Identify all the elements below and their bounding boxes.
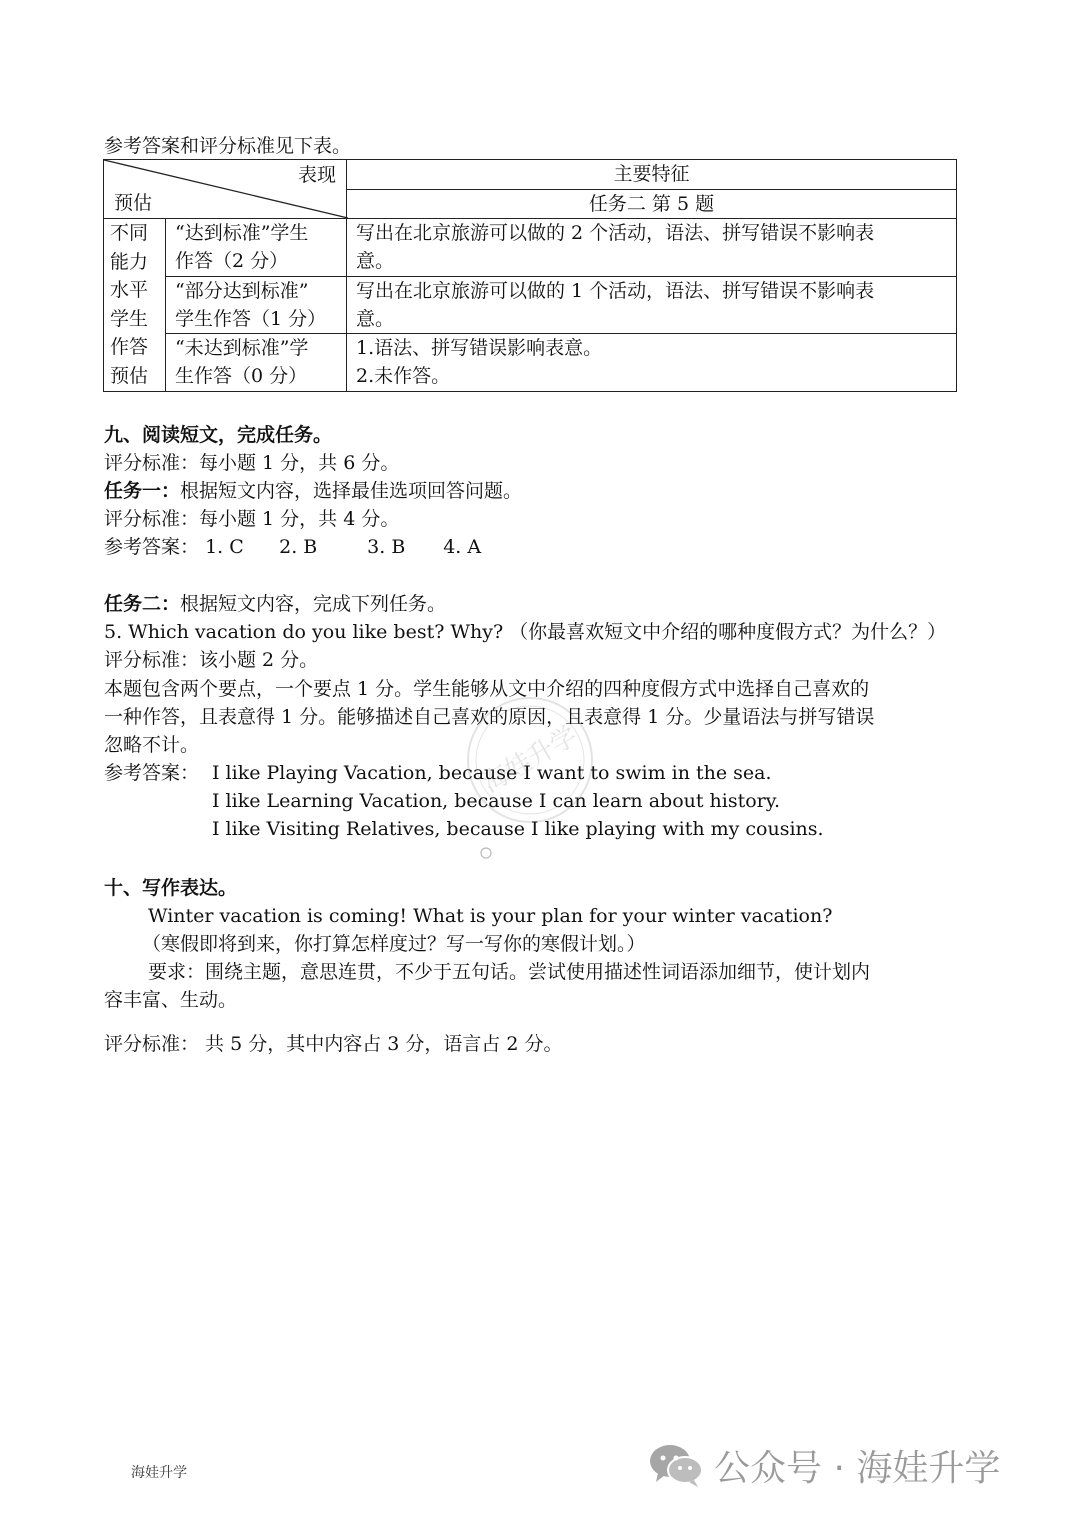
header-task-label: 任务二 第 5 题: [347, 189, 957, 219]
section10-score: 评分标准： 共 5 分，其中内容占 3 分，语言占 2 分。: [104, 1033, 563, 1055]
answer-item: 4. A: [443, 536, 482, 558]
q5-desc-line: 忽略不计。: [104, 734, 200, 756]
q5-desc-line: 一种作答，且表意得 1 分。能够描述自己喜欢的原因，且表意得 1 分。少量语法与拼写错误: [104, 706, 875, 728]
question-5: 5. Which vacation do you like best? Why? （你最喜欢短文中介绍的哪种度假方式？为什么？）: [104, 621, 947, 643]
task2-heading: [104, 590, 446, 618]
row-group-label: [104, 219, 166, 392]
desc-line: 写出在北京旅游可以做的 1 个活动，语法、拼写错误不影响表: [356, 279, 875, 302]
task2-text: 根据短文内容，完成下列任务。: [180, 593, 447, 615]
q5-score: 评分标准：该小题 2 分。: [104, 649, 319, 671]
desc-line: 意。: [356, 307, 395, 330]
footer-source: 海娃升学: [131, 1465, 187, 1481]
row-group-line: 学生: [110, 307, 149, 330]
ref-answer: I like Learning Vacation, because I can learn about history.: [212, 790, 781, 812]
intro-text: 参考答案和评分标准见下表。: [104, 135, 352, 157]
level-cell: [166, 334, 347, 392]
answer-item: 1. C: [205, 536, 244, 558]
desc-cell: [347, 219, 957, 277]
footer-account-text: 公众号 · 海娃升学: [714, 1447, 1001, 1489]
answer-item: 2. B: [279, 536, 318, 558]
desc-line: 写出在北京旅游可以做的 2 个活动，语法、拼写错误不影响表: [356, 222, 875, 244]
ref-label: 参考答案：: [104, 762, 200, 784]
table-corner-cell: [104, 160, 347, 219]
wechat-icon: [648, 1442, 704, 1488]
desc-line: 1.语法、拼写错误影响表意。: [356, 337, 603, 360]
answer-item: 3. B: [367, 536, 406, 558]
row-group-line: 不同: [110, 222, 149, 244]
writing-req-line: 容丰富、生动。: [104, 989, 238, 1011]
watermark-text: 海娃升学: [477, 721, 583, 799]
desc-line: 意。: [356, 250, 395, 272]
ref-answer: I like Visiting Relatives, because I like playing with my cousins.: [212, 818, 824, 840]
desc-line: 2.未作答。: [356, 365, 451, 388]
level-line: “未达到标准”学: [175, 337, 309, 360]
watermark-seal-icon: [460, 690, 600, 830]
q5-desc-line: 本题包含两个要点，一个要点 1 分。学生能够从文中介绍的四种度假方式中选择自己喜欢的: [104, 678, 870, 700]
answers-label: 参考答案：: [104, 536, 200, 558]
writing-req-line: 要求：围绕主题，意思连贯，不少于五句话。尝试使用描述性词语添加细节，使计划内: [148, 961, 871, 983]
section9-title: 九、阅读短文，完成任务。: [104, 424, 333, 446]
level-line: “部分达到标准”: [175, 279, 309, 302]
task2-label: 任务二：: [104, 593, 181, 615]
row-group-line: 预估: [110, 364, 149, 387]
task1-label: 任务一：: [104, 480, 181, 502]
desc-cell: [347, 334, 957, 392]
level-cell: [166, 219, 347, 277]
desc-cell: [347, 276, 957, 334]
header-main-feature: 主要特征: [347, 160, 957, 190]
ref-answer: I like Playing Vacation, because I want to swim in the sea.: [212, 762, 772, 784]
task1-text: 根据短文内容，选择最佳选项回答问题。: [180, 480, 523, 502]
level-cell: [166, 276, 347, 334]
level-line: 生作答（0 分）: [175, 365, 308, 388]
level-line: 作答（2 分）: [175, 250, 289, 272]
section9-score: 评分标准：每小题 1 分，共 6 分。: [104, 452, 400, 474]
watermark-dot-icon: [479, 846, 493, 860]
writing-prompt-cn: （寒假即将到来，你打算怎样度过？写一写你的寒假计划。）: [142, 933, 646, 955]
row-group-line: 水平: [110, 279, 149, 302]
writing-prompt-en: Winter vacation is coming! What is your plan for your winter vacation?: [148, 905, 833, 927]
header-estimate: 预估: [114, 192, 153, 214]
row-group-line: 作答: [110, 336, 149, 359]
task1-answers: [104, 533, 481, 561]
footer-account: [648, 1440, 1000, 1490]
row-group-line: 能力: [110, 250, 149, 273]
task1-heading: [104, 477, 522, 505]
header-performance: 表现: [297, 164, 336, 186]
section10-title: 十、写作表达。: [104, 877, 238, 899]
rubric-table: [103, 159, 957, 392]
task1-score: 评分标准：每小题 1 分，共 4 分。: [104, 508, 400, 530]
level-line: 学生作答（1 分）: [175, 307, 327, 330]
level-line: “达到标准”学生: [175, 222, 309, 244]
